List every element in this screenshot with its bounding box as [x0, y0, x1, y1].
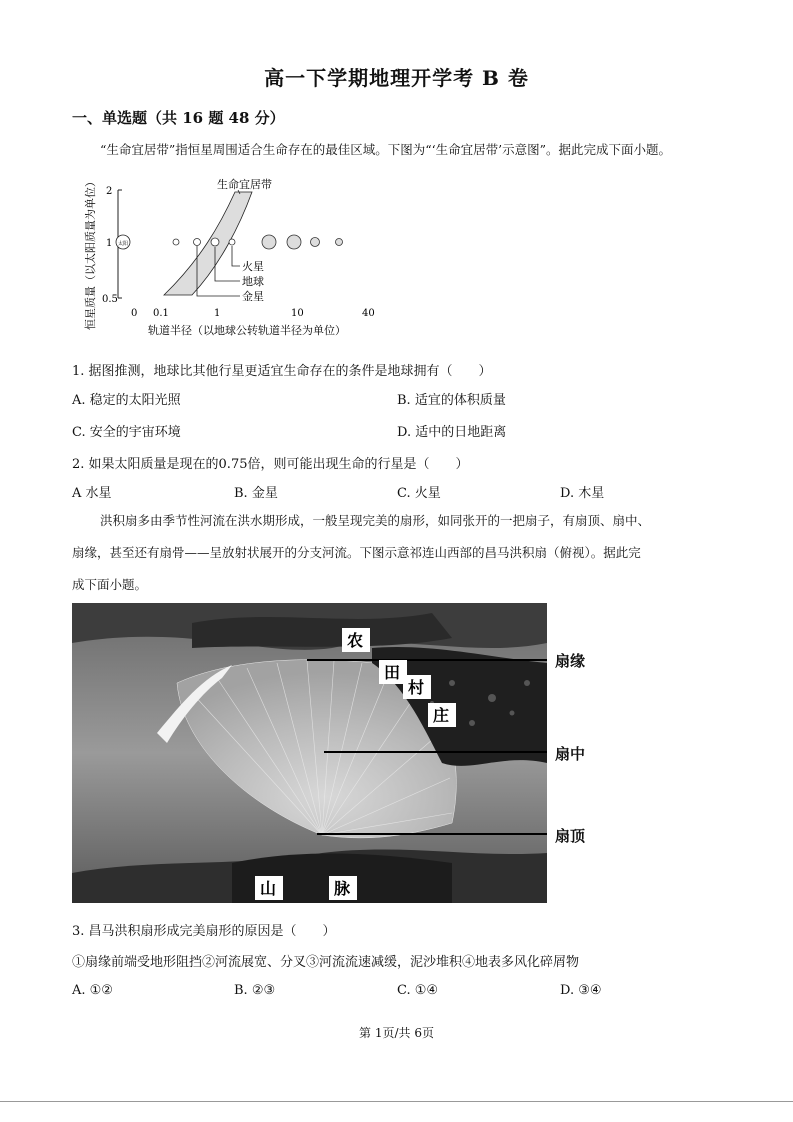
q3-option-c[interactable]: C. ①④	[397, 983, 439, 998]
planet-saturn	[287, 235, 301, 249]
photo-label-mai: 脉	[334, 879, 351, 898]
q2-option-a[interactable]: A 水星	[72, 486, 112, 501]
q1-stem: 1. 据图推测，地球比其他行星更适宜生命存在的条件是地球拥有（ ）	[72, 364, 492, 379]
photo-label-nong: 农	[347, 631, 364, 650]
y-tick-2: 2	[106, 186, 113, 197]
callout-fan-apex: 扇顶	[555, 827, 586, 845]
q3-option-a[interactable]: A. ①②	[72, 983, 113, 998]
y-tick-1: 1	[106, 238, 113, 249]
y-tick-05: 0.5	[102, 294, 118, 305]
venus-label: 金星	[242, 290, 264, 303]
planet-neptune	[336, 239, 343, 246]
q2-option-c[interactable]: C. 火星	[397, 486, 441, 501]
q3-stem: 3. 昌马洪积扇形成完美扇形的原因是（ ）	[72, 924, 336, 939]
q3-statements: ①扇缘前端受地形阻挡②河流展宽、分叉③河流流速减缓，泥沙堆积④地表多风化碎屑物	[72, 955, 580, 970]
planet-mars	[229, 239, 235, 245]
x-tick-1: 1	[214, 308, 221, 319]
section-heading: 一、单选题（共 16 题 48 分）	[72, 109, 285, 127]
q2-option-d[interactable]: D. 木星	[560, 486, 605, 501]
page-title: 高一下学期地理开学考 B 卷	[264, 66, 529, 90]
q3-option-d[interactable]: D. ③④	[560, 983, 602, 998]
photo-label-cun: 村	[408, 678, 425, 697]
q1-option-d[interactable]: D. 适中的日地距离	[397, 425, 507, 440]
band-label: 生命宜居带	[217, 178, 272, 191]
q2-stem: 2. 如果太阳质量是现在的0.75倍，则可能出现生命的行星是（ ）	[72, 457, 469, 472]
photo-label-zhuang: 庄	[433, 706, 450, 725]
bottom-divider	[0, 1101, 793, 1102]
photo-label-shan: 山	[260, 879, 277, 898]
callout-fan-edge: 扇缘	[555, 652, 586, 670]
mars-label: 火星	[242, 260, 264, 273]
x-tick-40: 40	[362, 308, 375, 319]
chart-xlabel: 轨道半径（以地球公转轨道半径为单位）	[148, 324, 346, 337]
q3-option-b[interactable]: B. ②③	[234, 983, 276, 998]
habitable-zone-chart	[80, 170, 390, 340]
planet-uranus	[311, 238, 320, 247]
intro-paragraph-2-line3: 成下面小题。	[72, 577, 148, 592]
alluvial-fan-photo	[72, 603, 547, 903]
page-footer: 第 1页/共 6页	[359, 1026, 434, 1040]
planet-venus	[194, 239, 201, 246]
q2-option-b[interactable]: B. 金星	[234, 486, 278, 501]
chart-ylabel: 恒星质量（以太阳质量为单位）	[84, 176, 97, 330]
planet-jupiter	[262, 235, 276, 249]
planet-earth	[211, 238, 219, 246]
mars-leader	[232, 246, 240, 266]
x-tick-01: 0.1	[153, 308, 169, 319]
intro-paragraph-2-line2: 扇缘，甚至还有扇骨——呈放射状展开的分支河流。下图示意祁连山西部的昌马洪积扇（俯视）。据此完	[72, 545, 641, 560]
x-tick-0: 0	[131, 308, 138, 319]
planet-mercury	[173, 239, 179, 245]
intro-paragraph-2-line1: 洪积扇多由季节性河流在洪水期形成，一般呈现完美的扇形，如同张开的一把扇子，有扇顶、扇中、	[100, 513, 651, 528]
callout-fan-middle: 扇中	[555, 745, 586, 763]
earth-label: 地球	[242, 275, 264, 288]
x-tick-10: 10	[291, 308, 304, 319]
q1-option-b[interactable]: B. 适宜的体积质量	[397, 393, 506, 408]
q1-option-a[interactable]: A. 稳定的太阳光照	[72, 393, 181, 408]
photo-label-tian: 田	[384, 663, 401, 682]
q1-option-c[interactable]: C. 安全的宇宙环境	[72, 425, 181, 440]
intro-paragraph-1: “生命宜居带”指恒星周围适合生命存在的最佳区域。下图为“‘生命宜居带’示意图”。据此完成下面小题。	[100, 142, 672, 157]
sun-label: 太阳	[118, 241, 129, 247]
